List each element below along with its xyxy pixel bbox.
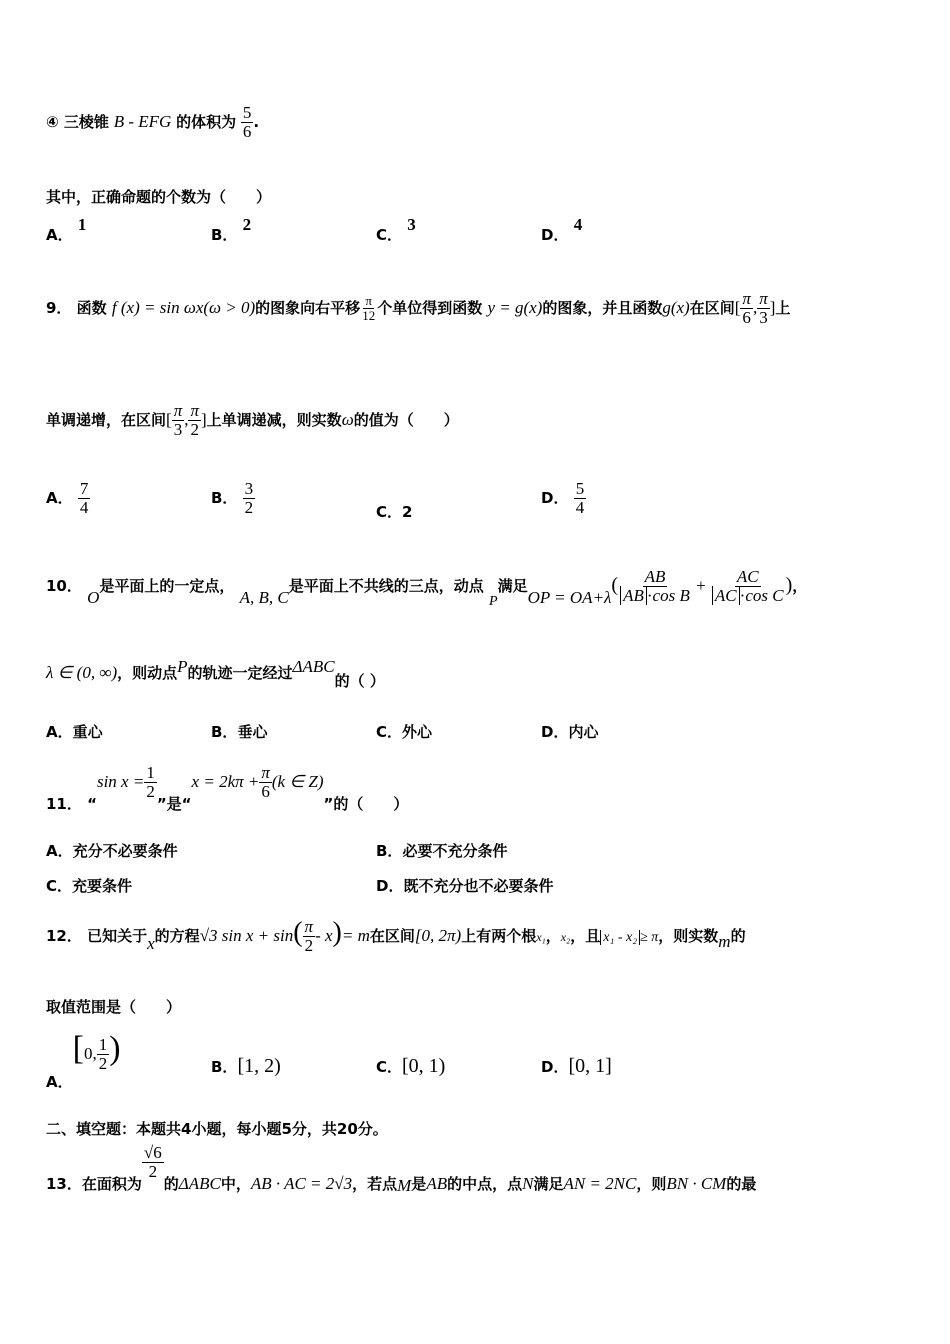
- q11-option-d[interactable]: D．既不充分也不必要条件: [376, 877, 554, 895]
- q10-option-a[interactable]: A．重心: [46, 723, 103, 741]
- q12-line-1: 12． 已知关于x的方程√3 sin x + sin( $\frac{\pi}{2}$ - x)= m在区间[0, 2π)上有两个根x₁，x₂，且 x₁ - x₂ ≥ π，则实数m的: [46, 916, 746, 955]
- q9-line-2: 单调递增，在区间[ $\frac{\pi}{3}$ , $\frac{\pi}{2}$ ]上单调递减，则实数ω的值为（ ）: [46, 401, 459, 439]
- q9-line-1: 9． 函数 f (x) = sin ωx(ω > 0)的图象向右平移 $\frac{\pi}{12}$ 个单位得到函数 y = g(x)的图象，并且函数g(x)在区间[ $\frac{\pi}{6}$ , $\frac{\pi}{3}$ ]上: [46, 289, 791, 327]
- q11-option-a[interactable]: A．充分不必要条件: [46, 842, 178, 860]
- q8-option-b[interactable]: B． 2: [211, 215, 252, 244]
- volume-fraction: $\frac{5}{6}$: [242, 103, 252, 141]
- q10-line-2: λ ∈ (0, ∞)，则动点P的轨迹一定经过ΔABC的（ ）: [46, 657, 385, 690]
- q9-option-a[interactable]: A． $\frac{7}{4}$: [46, 479, 89, 517]
- q13-line: 13．在面积为 $\frac{√6}{2}$ 的ΔABC中，AB · AC = 2√3，若点M是AB的中点，点N满足AN = 2NC，则BN · CM的最: [46, 1143, 757, 1195]
- q12-option-a[interactable]: A．[0, $\frac{1}{2}$ ): [46, 1030, 121, 1091]
- q12-option-d[interactable]: D．[0, 1]: [541, 1055, 612, 1077]
- q9-option-b[interactable]: B． $\frac{3}{2}$: [211, 479, 254, 517]
- section-heading-fill-in: 二、填空题：本题共4小题，每小题5分，共20分。: [46, 1120, 388, 1138]
- q10-option-c[interactable]: C．外心: [376, 723, 433, 741]
- q12-option-b[interactable]: B．[1, 2): [211, 1055, 281, 1077]
- q9-option-c[interactable]: C．2: [376, 503, 413, 521]
- q11-option-b[interactable]: B．必要不充分条件: [376, 842, 508, 860]
- q8-statement-4: ④ 三棱锥 B - EFG 的体积为 $\frac{5}{6}$ .: [46, 103, 260, 141]
- q10-option-d[interactable]: D．内心: [541, 723, 599, 741]
- q11-option-c[interactable]: C．充要条件: [46, 877, 133, 895]
- q12-line-2: 取值范围是（ ）: [46, 998, 182, 1016]
- q10-option-b[interactable]: B．垂心: [211, 723, 268, 741]
- q11-line: 11． “sin x = $\frac{1}{2}$ ”是“x = 2kπ + $\frac{\pi}{6}$ (k ∈ Z)”的（ ）: [46, 763, 409, 813]
- q12-option-c[interactable]: C．[0, 1): [376, 1055, 446, 1077]
- q9-option-d[interactable]: D． $\frac{5}{4}$: [541, 479, 585, 517]
- q8-option-a[interactable]: A． 1: [46, 215, 87, 244]
- q8-option-c[interactable]: C． 3: [376, 215, 416, 244]
- q8-option-d[interactable]: D． 4: [541, 215, 583, 244]
- q8-prompt: 其中，正确命题的个数为（ ）: [46, 188, 272, 206]
- q10-line-1: 10． O是平面上的一定点， A, B, C是平面上不共线的三点，动点 P满足OP = OA+λ( $\frac{AB}{\text{AB ·cos B}}$ + $\frac{AC}{\text{AC ·cos C}}$ )，: [46, 567, 808, 609]
